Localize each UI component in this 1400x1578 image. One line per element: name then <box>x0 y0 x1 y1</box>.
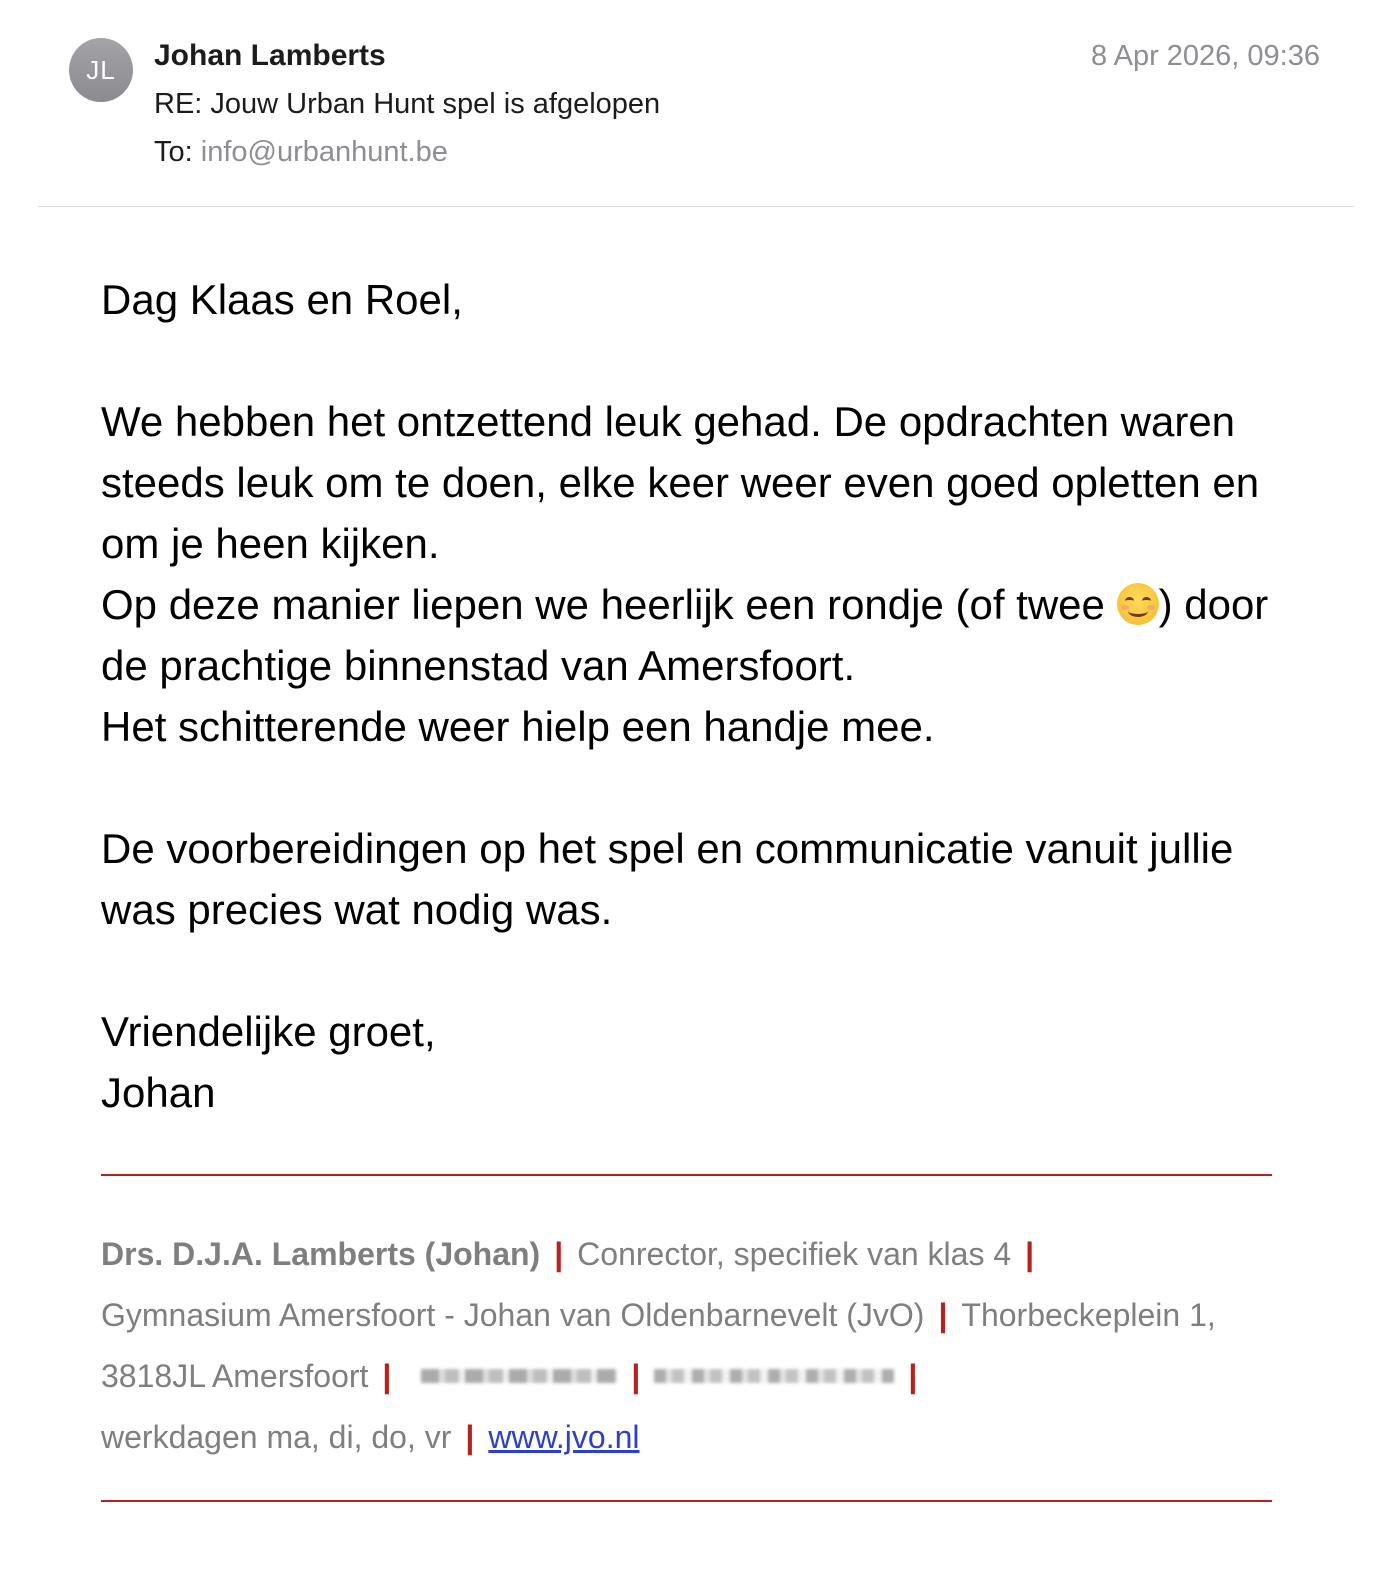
sign-off-name: Johan <box>101 1069 216 1116</box>
email-body <box>101 269 1301 1123</box>
signature-school: Gymnasium Amersfoort - Johan van Oldenbarnevelt (JvO) <box>101 1297 925 1333</box>
signature-workdays: werkdagen ma, di, do, vr <box>101 1419 452 1455</box>
signature-separator: | <box>382 1358 392 1394</box>
spacer <box>101 940 1301 1001</box>
body-text-fragment: Op deze manier liepen we heerlijk een rondje (of twee <box>101 581 1117 628</box>
signature-address: Thorbeckeplein 1, 3818JL Amersfoort <box>101 1297 1216 1394</box>
signature-separator: | <box>1025 1236 1035 1272</box>
signature-top-rule <box>101 1174 1272 1176</box>
body-paragraph-line: Het schitterende weer hielp een handje mee. <box>101 703 935 750</box>
signature-separator: | <box>631 1358 641 1394</box>
to-label: To: <box>154 136 193 168</box>
body-paragraph: De voorbereidingen op het spel en communicatie vanuit jullie was precies wat nodig was. <box>101 825 1234 933</box>
signature-separator: | <box>554 1236 564 1272</box>
sender-name[interactable]: Johan Lamberts <box>154 39 386 72</box>
signature-separator: | <box>938 1297 948 1333</box>
signature-separator: | <box>465 1419 475 1455</box>
spacer <box>101 757 1301 818</box>
avatar[interactable]: JL <box>69 38 133 102</box>
email-date: 8 Apr 2026, 09:36 <box>1091 40 1320 72</box>
email-signature <box>101 1224 1301 1468</box>
signature-role: Conrector, specifiek van klas 4 <box>577 1236 1012 1272</box>
body-paragraph-line <box>101 574 1301 696</box>
recipient-line <box>154 133 448 171</box>
spacer <box>101 330 1301 391</box>
redacted-email-block <box>654 1369 894 1383</box>
header-divider <box>38 206 1354 207</box>
closing: Vriendelijke groet, <box>101 1008 436 1055</box>
body-paragraph-line: We hebben het ontzettend leuk gehad. De opdrachten waren steeds leuk om te doen, elke keer weer even goed opletten en om je heen kijken. <box>101 398 1260 567</box>
signature-name: Drs. D.J.A. Lamberts (Johan) <box>101 1236 541 1272</box>
body-text-fragment: ) door de prachtige binnenstad van Amersfoort. <box>101 581 1269 689</box>
signature-separator: | <box>908 1358 918 1394</box>
email-header <box>0 0 1400 207</box>
recipient-address[interactable]: info@urbanhunt.be <box>200 136 448 168</box>
greeting: Dag Klaas en Roel, <box>101 276 463 323</box>
signature-bottom-rule <box>101 1500 1272 1502</box>
website-link[interactable]: www.jvo.nl <box>488 1419 640 1455</box>
email-subject: RE: Jouw Urban Hunt spel is afgelopen <box>154 88 661 120</box>
redacted-phone-block <box>421 1369 617 1383</box>
smiling-face-emoji-icon <box>1117 583 1159 625</box>
